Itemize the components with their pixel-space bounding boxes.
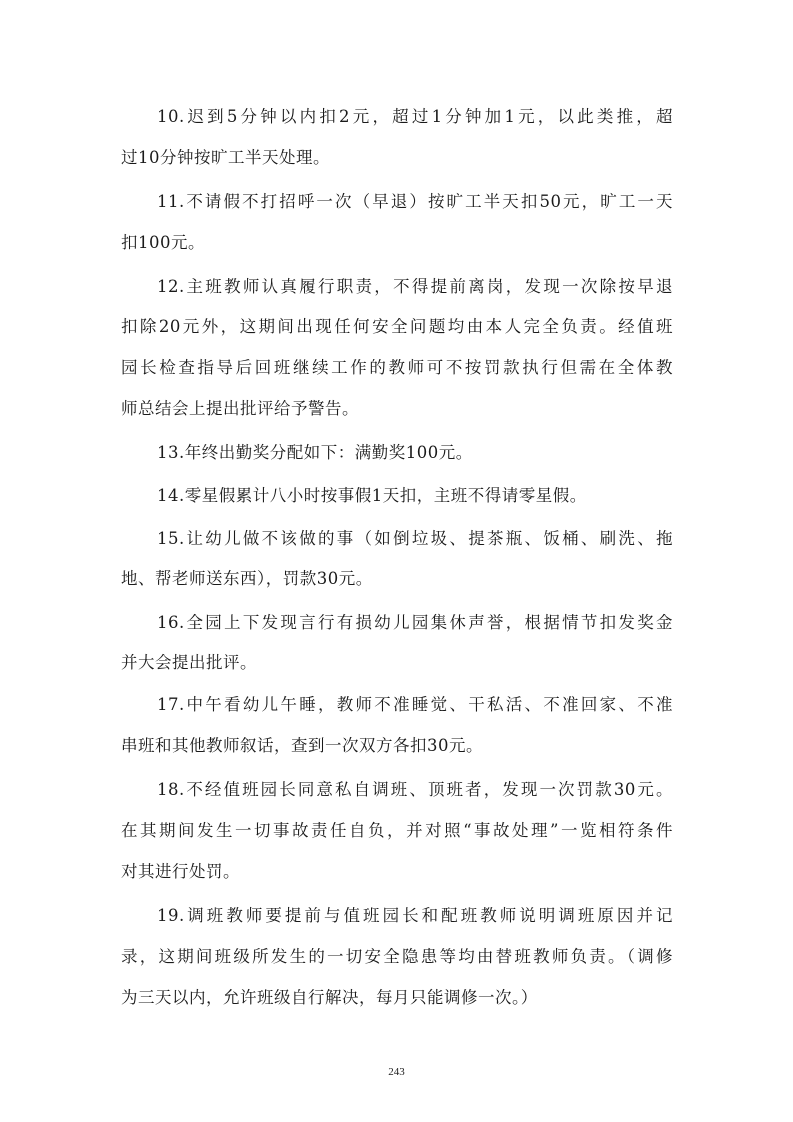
paragraph-line: 18.不经值班园长同意私自调班、顶班者，发现一次罚款30元。: [157, 780, 673, 799]
paragraph-line: 串班和其他教师叙话，查到一次双方各扣30元。: [121, 736, 483, 755]
paragraph-line: 过10分钟按旷工半天处理。: [121, 148, 330, 167]
paragraph-line: 园长检查指导后回班继续工作的教师可不按罚款执行但需在全体教: [121, 358, 673, 377]
paragraph-line: 17.中午看幼儿午睡，教师不准睡觉、干私活、不准回家、不准: [157, 695, 673, 714]
paragraph-line: 16.全园上下发现言行有损幼儿园集休声誉，根据情节扣发奖金: [157, 613, 673, 632]
paragraph-line: 11.不请假不打招呼一次（早退）按旷工半天扣50元，旷工一天: [157, 192, 673, 211]
paragraph-line: 师总结会上提出批评给予警告。: [121, 399, 359, 418]
paragraph-line: 地、帮老师送东西），罚款30元。: [121, 569, 373, 588]
paragraph-line: 录，这期间班级所发生的一切安全隐患等均由替班教师负责。（调修: [121, 947, 673, 966]
paragraph-line: 13.年终出勤奖分配如下：满勤奖100元。: [157, 443, 473, 462]
paragraph-line: 12.主班教师认真履行职责，不得提前离岗，发现一次除按早退: [157, 277, 673, 296]
paragraph-line: 扣100元。: [121, 233, 205, 252]
page-number: 243: [388, 1066, 405, 1078]
paragraph-line: 扣除20元外，这期间出现任何安全问题均由本人完全负责。经值班: [121, 317, 673, 336]
paragraph-line: 并大会提出批评。: [121, 653, 257, 672]
paragraph-line: 19.调班教师要提前与值班园长和配班教师说明调班原因并记: [157, 906, 673, 925]
paragraph-line: 10.迟到5分钟以内扣2元，超过1分钟加1元，以此类推，超: [157, 107, 673, 126]
paragraph-line: 在其期间发生一切事故责任自负，并对照“事故处理”一览相符条件: [121, 821, 673, 840]
paragraph-line: 14.零星假累计八小时按事假1天扣，主班不得请零星假。: [157, 486, 587, 505]
paragraph-line: 15.让幼儿做不该做的事（如倒垃圾、提茶瓶、饭桶、刷洗、拖: [157, 529, 673, 548]
paragraph-line: 为三天以内，允许班级自行解决，每月只能调修一次。）: [121, 988, 538, 1007]
paragraph-line: 对其进行处罚。: [121, 862, 240, 881]
